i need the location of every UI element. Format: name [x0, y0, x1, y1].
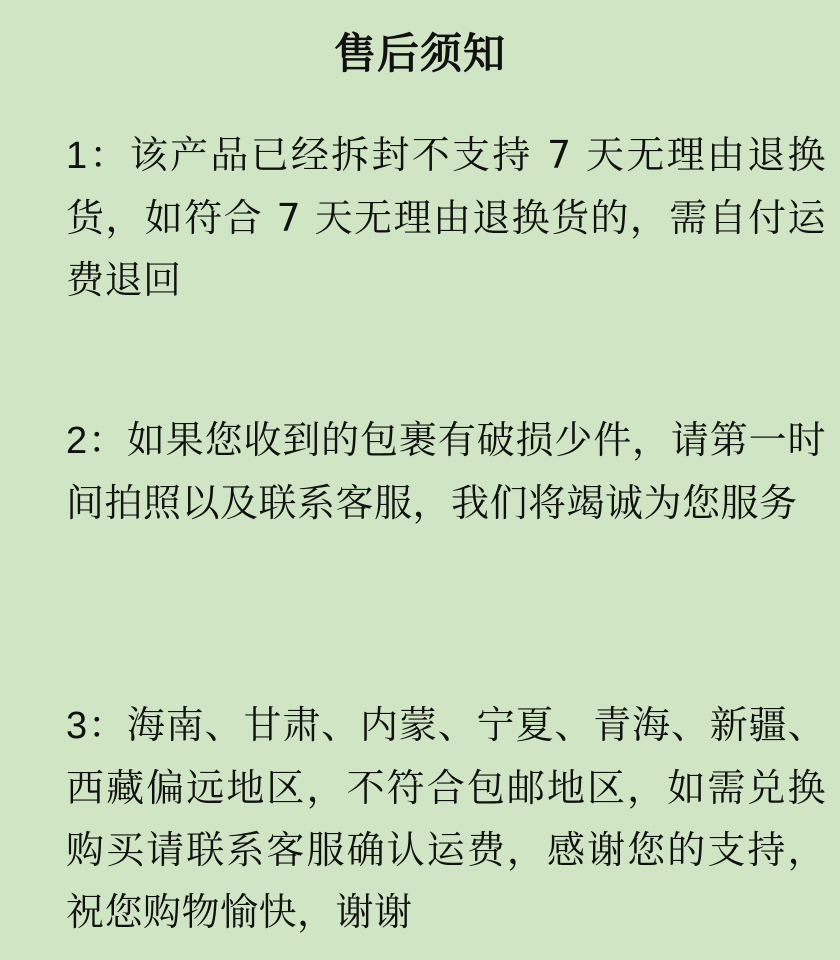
- notice-number: 2: [66, 420, 88, 462]
- notice-number: 1: [66, 135, 88, 177]
- notice-separator: ：: [87, 133, 130, 177]
- notice-number: 3: [66, 705, 88, 747]
- notice-separator: ：: [87, 418, 127, 462]
- notice-item-3: [66, 694, 826, 943]
- page-title: 售后须知: [333, 29, 506, 78]
- notice-text: 该产品已经拆封不支持 7 天无理由退换货，如符合 7 天无理由退换货的，需自付运费退回: [66, 133, 826, 302]
- notice-text: 海南、甘肃、内蒙、宁夏、青海、新疆、西藏偏远地区，不符合包邮地区，如需兑换购买请联系客服确认运费，感谢您的支持，祝您购物愉快，谢谢: [66, 703, 826, 934]
- notice-text: 如果您收到的包裹有破损少件，请第一时间拍照以及联系客服，我们将竭诚为您服务: [66, 418, 826, 525]
- notice-item-1: [66, 124, 826, 311]
- notice-item-2: [66, 409, 826, 534]
- notice-separator: ：: [87, 703, 127, 747]
